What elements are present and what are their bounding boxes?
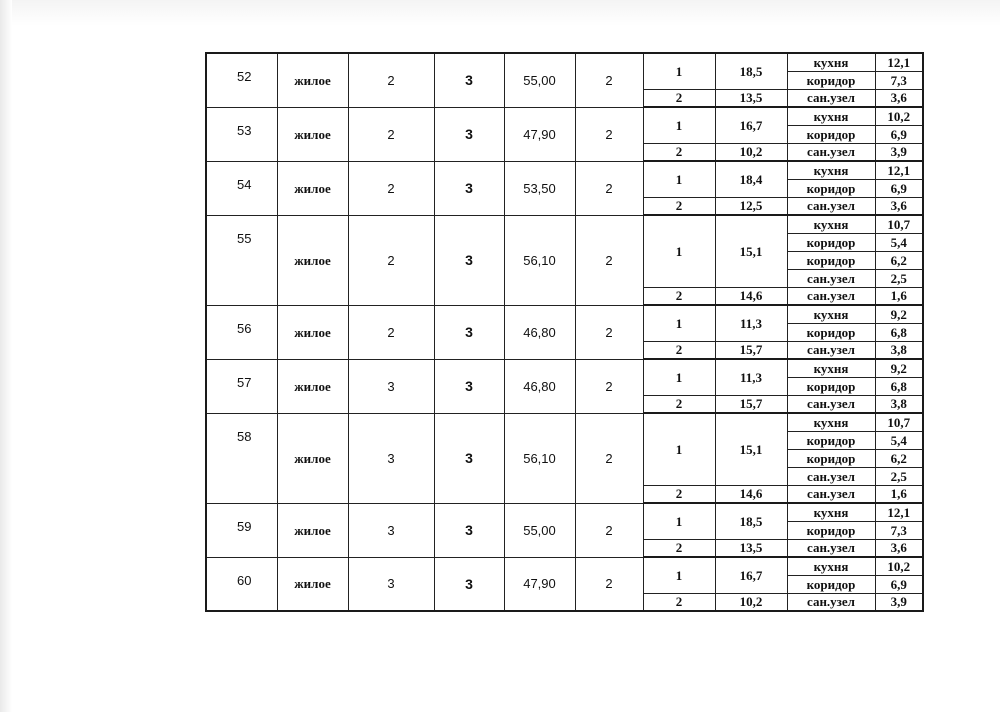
room-area: 11,3 — [715, 305, 787, 341]
aux-room-name: сан.узел — [787, 539, 875, 557]
apartment-levels: 2 — [575, 53, 643, 107]
apartment-rooms: 3 — [434, 413, 504, 503]
apartment-number: 59 — [206, 503, 277, 557]
aux-room-name: кухня — [787, 413, 875, 431]
apartment-levels: 2 — [575, 413, 643, 503]
aux-room-area: 6,9 — [875, 125, 923, 143]
aux-room-area: 3,6 — [875, 89, 923, 107]
aux-room-area: 12,1 — [875, 161, 923, 179]
aux-room-area: 6,2 — [875, 449, 923, 467]
aux-room-name: кухня — [787, 53, 875, 71]
aux-room-name: коридор — [787, 323, 875, 341]
room-number: 2 — [643, 485, 715, 503]
apartment-levels: 2 — [575, 107, 643, 161]
aux-room-area: 10,7 — [875, 413, 923, 431]
table-row — [206, 107, 923, 125]
aux-room-area: 7,3 — [875, 71, 923, 89]
room-area: 15,1 — [715, 413, 787, 485]
aux-room-name: сан.узел — [787, 269, 875, 287]
apartment-rooms: 3 — [434, 215, 504, 305]
aux-room-area: 9,2 — [875, 359, 923, 377]
apartment-number: 60 — [206, 557, 277, 611]
apartment-total-area: 46,80 — [504, 305, 575, 359]
apartment-number: 53 — [206, 107, 277, 161]
aux-room-name: коридор — [787, 251, 875, 269]
room-number: 1 — [643, 107, 715, 143]
apartment-type: жилое — [277, 53, 348, 107]
room-number: 2 — [643, 287, 715, 305]
aux-room-area: 6,8 — [875, 323, 923, 341]
room-area: 13,5 — [715, 89, 787, 107]
room-number: 1 — [643, 215, 715, 287]
apartment-type: жилое — [277, 215, 348, 305]
apartment-number: 56 — [206, 305, 277, 359]
apartment-type: жилое — [277, 305, 348, 359]
room-number: 1 — [643, 557, 715, 593]
apartment-total-area: 47,90 — [504, 107, 575, 161]
apartment-total-area: 56,10 — [504, 413, 575, 503]
scan-edge-left — [0, 0, 12, 712]
aux-room-area: 3,8 — [875, 395, 923, 413]
room-area: 13,5 — [715, 539, 787, 557]
aux-room-area: 3,9 — [875, 143, 923, 161]
apartment-rooms: 3 — [434, 107, 504, 161]
room-area: 18,5 — [715, 503, 787, 539]
aux-room-name: кухня — [787, 161, 875, 179]
aux-room-name: сан.узел — [787, 287, 875, 305]
room-area: 16,7 — [715, 557, 787, 593]
apartment-rooms: 3 — [434, 359, 504, 413]
room-area: 10,2 — [715, 593, 787, 611]
apartment-type: жилое — [277, 413, 348, 503]
aux-room-name: коридор — [787, 233, 875, 251]
aux-room-area: 3,8 — [875, 341, 923, 359]
aux-room-area: 2,5 — [875, 467, 923, 485]
room-number: 2 — [643, 197, 715, 215]
apartment-rooms: 3 — [434, 53, 504, 107]
aux-room-area: 1,6 — [875, 287, 923, 305]
aux-room-name: кухня — [787, 359, 875, 377]
room-area: 12,5 — [715, 197, 787, 215]
apartment-floor: 3 — [348, 413, 434, 503]
apartment-total-area: 47,90 — [504, 557, 575, 611]
apartment-floor: 2 — [348, 53, 434, 107]
aux-room-name: коридор — [787, 377, 875, 395]
apartment-floor: 2 — [348, 215, 434, 305]
apartment-number: 54 — [206, 161, 277, 215]
apartment-levels: 2 — [575, 305, 643, 359]
aux-room-name: сан.узел — [787, 467, 875, 485]
room-number: 2 — [643, 539, 715, 557]
apartment-floor: 3 — [348, 557, 434, 611]
aux-room-name: коридор — [787, 431, 875, 449]
aux-room-area: 12,1 — [875, 53, 923, 71]
aux-room-name: сан.узел — [787, 395, 875, 413]
room-number: 2 — [643, 341, 715, 359]
aux-room-name: кухня — [787, 107, 875, 125]
aux-room-name: коридор — [787, 575, 875, 593]
aux-room-area: 3,9 — [875, 593, 923, 611]
room-number: 1 — [643, 305, 715, 341]
apartment-total-area: 56,10 — [504, 215, 575, 305]
aux-room-name: сан.узел — [787, 143, 875, 161]
aux-room-area: 6,2 — [875, 251, 923, 269]
aux-room-name: сан.узел — [787, 197, 875, 215]
room-area: 16,7 — [715, 107, 787, 143]
scan-edge-top — [0, 0, 1000, 26]
room-area: 10,2 — [715, 143, 787, 161]
aux-room-area: 6,9 — [875, 575, 923, 593]
apartment-number: 55 — [206, 215, 277, 305]
room-area: 15,1 — [715, 215, 787, 287]
apartment-total-area: 46,80 — [504, 359, 575, 413]
room-number: 1 — [643, 359, 715, 395]
aux-room-area: 1,6 — [875, 485, 923, 503]
aux-room-area: 7,3 — [875, 521, 923, 539]
apartment-floor: 2 — [348, 161, 434, 215]
aux-room-name: кухня — [787, 557, 875, 575]
room-area: 15,7 — [715, 341, 787, 359]
room-number: 1 — [643, 161, 715, 197]
apartment-total-area: 53,50 — [504, 161, 575, 215]
apartment-rooms: 3 — [434, 161, 504, 215]
apartment-type: жилое — [277, 161, 348, 215]
aux-room-name: коридор — [787, 179, 875, 197]
apartment-table-body — [206, 53, 923, 611]
room-area: 11,3 — [715, 359, 787, 395]
aux-room-name: сан.узел — [787, 89, 875, 107]
table-row — [206, 161, 923, 179]
apartment-levels: 2 — [575, 161, 643, 215]
room-number: 2 — [643, 143, 715, 161]
aux-room-area: 3,6 — [875, 197, 923, 215]
aux-room-name: коридор — [787, 521, 875, 539]
apartment-table — [205, 52, 924, 612]
aux-room-area: 3,6 — [875, 539, 923, 557]
aux-room-name: сан.узел — [787, 341, 875, 359]
aux-room-area: 2,5 — [875, 269, 923, 287]
table-row — [206, 503, 923, 521]
apartment-total-area: 55,00 — [504, 53, 575, 107]
apartment-floor: 3 — [348, 359, 434, 413]
apartment-rooms: 3 — [434, 557, 504, 611]
table-row — [206, 215, 923, 233]
aux-room-name: кухня — [787, 305, 875, 323]
aux-room-name: сан.узел — [787, 485, 875, 503]
apartment-number: 52 — [206, 53, 277, 107]
aux-room-area: 10,2 — [875, 557, 923, 575]
aux-room-name: кухня — [787, 215, 875, 233]
apartment-floor: 2 — [348, 107, 434, 161]
apartment-type: жилое — [277, 359, 348, 413]
apartment-levels: 2 — [575, 503, 643, 557]
apartment-type: жилое — [277, 557, 348, 611]
room-number: 1 — [643, 413, 715, 485]
table-row — [206, 557, 923, 575]
apartment-total-area: 55,00 — [504, 503, 575, 557]
apartment-number: 58 — [206, 413, 277, 503]
aux-room-area: 6,9 — [875, 179, 923, 197]
apartment-levels: 2 — [575, 359, 643, 413]
apartment-number: 57 — [206, 359, 277, 413]
room-area: 14,6 — [715, 287, 787, 305]
apartment-floor: 3 — [348, 503, 434, 557]
room-number: 2 — [643, 593, 715, 611]
aux-room-name: кухня — [787, 503, 875, 521]
apartment-rooms: 3 — [434, 305, 504, 359]
room-area: 18,5 — [715, 53, 787, 89]
table-row — [206, 53, 923, 71]
apartment-rooms: 3 — [434, 503, 504, 557]
apartment-floor: 2 — [348, 305, 434, 359]
room-area: 15,7 — [715, 395, 787, 413]
aux-room-area: 12,1 — [875, 503, 923, 521]
aux-room-area: 5,4 — [875, 233, 923, 251]
aux-room-area: 10,7 — [875, 215, 923, 233]
aux-room-area: 10,2 — [875, 107, 923, 125]
room-area: 18,4 — [715, 161, 787, 197]
apartment-levels: 2 — [575, 215, 643, 305]
aux-room-area: 6,8 — [875, 377, 923, 395]
table-row — [206, 359, 923, 377]
apartment-type: жилое — [277, 107, 348, 161]
aux-room-area: 5,4 — [875, 431, 923, 449]
room-number: 2 — [643, 395, 715, 413]
room-area: 14,6 — [715, 485, 787, 503]
room-number: 2 — [643, 89, 715, 107]
aux-room-name: коридор — [787, 71, 875, 89]
room-number: 1 — [643, 53, 715, 89]
table-row — [206, 413, 923, 431]
aux-room-area: 9,2 — [875, 305, 923, 323]
aux-room-name: коридор — [787, 449, 875, 467]
aux-room-name: коридор — [787, 125, 875, 143]
apartment-type: жилое — [277, 503, 348, 557]
apartment-levels: 2 — [575, 557, 643, 611]
room-number: 1 — [643, 503, 715, 539]
table-row — [206, 305, 923, 323]
aux-room-name: сан.узел — [787, 593, 875, 611]
